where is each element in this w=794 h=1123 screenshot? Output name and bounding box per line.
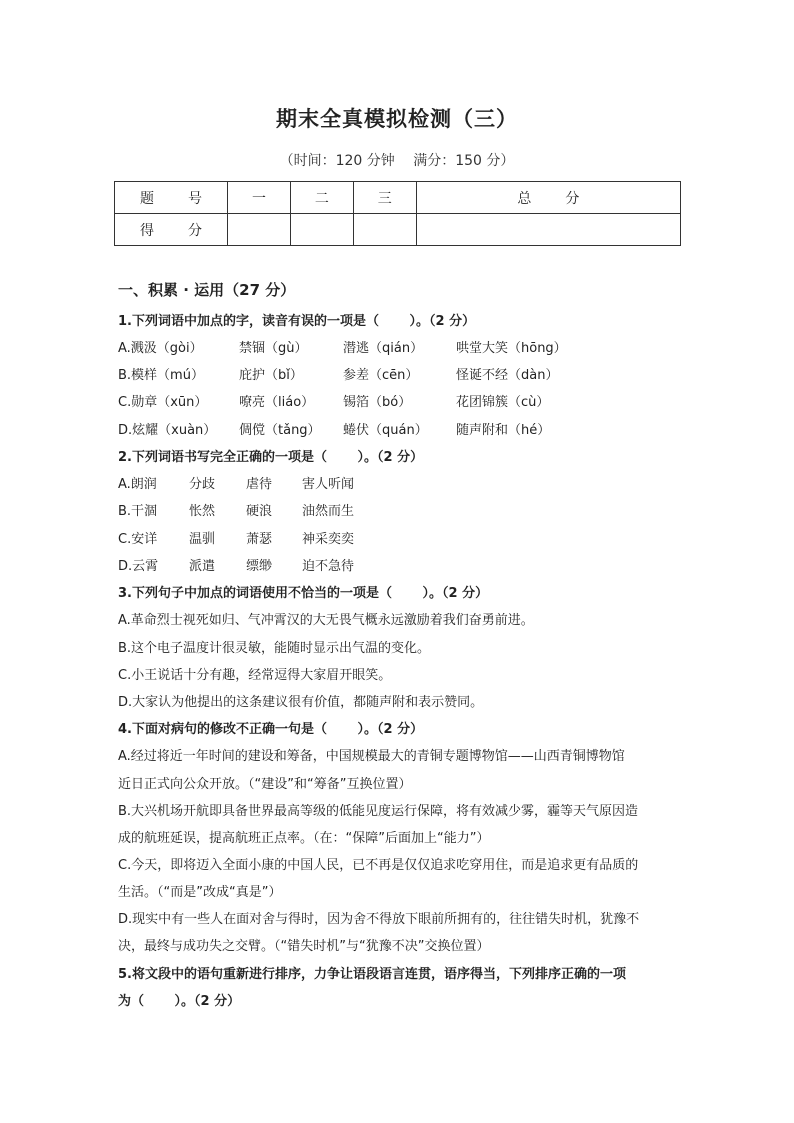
column-two: 二 [290, 182, 353, 214]
column-three: 三 [353, 182, 416, 214]
q2-option-d-4: 迫不急待 [302, 559, 355, 574]
q1-option-a-3: 潜逃（qián） [343, 341, 424, 356]
q4-line: 生活。（“而是”改成“真是”） [118, 885, 282, 900]
q3-option-d: D.大家认为他提出的这条建议很有价值，都随声附和表示赞同。 [118, 695, 484, 710]
score-table-header-row [115, 182, 681, 214]
q1-option-d-3: 蜷伏（quán） [343, 423, 428, 438]
q4-line: B.大兴机场开航即具备世界最高等级的低能见度运行保障，将有效减少雾，霾等天气原因造 [118, 804, 639, 819]
score-cell [353, 214, 416, 246]
q3-option-a: A.革命烈士视死如归、气冲霄汉的大无畏气概永远激励着我们奋勇前进。 [118, 613, 534, 628]
score-table [114, 181, 681, 246]
q1-option-a-1: A.溅汲（gòi） [118, 341, 203, 356]
page-title: 期末全真模拟检测（三） [276, 107, 518, 131]
question-4-stem: 4.下面对病句的修改不正确一句是（ ）。（2 分） [118, 722, 424, 737]
q1-option-b-4: 怪诞不经（dàn） [456, 368, 559, 383]
q3-option-b: B.这个电子温度计很灵敏，能随时显示出气温的变化。 [118, 641, 431, 656]
score-label: 得 分 [115, 214, 228, 246]
q1-option-d-1: D.炫耀（xuàn） [118, 423, 217, 438]
q4-line: 近日正式向公众开放。（“建设”和“筹备”互换位置） [118, 777, 412, 792]
q1-option-c-2: 嘹亮（liáo） [239, 395, 315, 410]
q1-option-d-2: 倜傥（tǎng） [239, 423, 321, 438]
question-1-stem: 1.下列词语中加点的字，读音有误的一项是（ ）。（2 分） [118, 314, 476, 329]
score-cell [290, 214, 353, 246]
q2-option-b-4: 油然而生 [302, 504, 355, 519]
question-2-stem: 2.下列词语书写完全正确的一项是（ ）。（2 分） [118, 450, 424, 465]
q1-option-c-3: 锡箔（bó） [343, 395, 412, 410]
q2-option-c-2: 温驯 [189, 532, 216, 547]
q4-line: C.今天，即将迈入全面小康的中国人民，已不再是仅仅追求吃穿用住，而是追求更有品质的 [118, 858, 639, 873]
question-5-stem-continued: 为（ ）。（2 分） [118, 994, 241, 1009]
column-one: 一 [228, 182, 291, 214]
q2-option-b-2: 怅然 [189, 504, 216, 519]
q4-line: 决，最终与成功失之交臂。（“错失时机”与“犹豫不决”交换位置） [118, 939, 490, 954]
q1-option-a-4: 哄堂大笑（hōng） [456, 341, 567, 356]
score-cell [228, 214, 291, 246]
q2-option-d-1: D.云霄 [118, 559, 159, 574]
q2-option-a-2: 分歧 [189, 477, 216, 492]
q2-option-b-3: 硬浪 [246, 504, 273, 519]
column-total: 总 分 [416, 182, 680, 214]
q2-option-a-1: A.朗润 [118, 477, 157, 492]
score-table-score-row [115, 214, 681, 246]
q1-option-d-4: 随声附和（hé） [456, 423, 551, 438]
question-5-stem: 5.将文段中的语句重新进行排序，力争让语段语言连贯，语序得当，下列排序正确的一项 [118, 967, 626, 982]
section-heading: 一、积累 · 运用（27 分） [118, 281, 296, 299]
q2-option-a-3: 虐待 [246, 477, 273, 492]
q3-option-c: C.小王说话十分有趣，经常逗得大家眉开眼笑。 [118, 668, 392, 683]
score-cell [416, 214, 680, 246]
q1-option-a-2: 禁锢（gù） [239, 341, 308, 356]
q2-option-c-1: C.安详 [118, 532, 158, 547]
q4-line: D.现实中有一些人在面对舍与得时，因为舍不得放下眼前所拥有的，往往错失时机，犹豫不 [118, 912, 640, 927]
q2-option-c-4: 神采奕奕 [302, 532, 355, 547]
q1-option-b-1: B.模样（mú） [118, 368, 204, 383]
q1-option-c-1: C.勋章（xūn） [118, 395, 208, 410]
q1-option-c-4: 花团锦簇（cù） [456, 395, 550, 410]
q2-option-c-3: 萧瑟 [246, 532, 273, 547]
exam-time-and-score: （时间：120 分钟 满分：150 分） [279, 153, 515, 169]
question-number-label: 题 号 [115, 182, 228, 214]
q4-line: A.经过将近一年时间的建设和筹备，中国规模最大的青铜专题博物馆——山西青铜博物馆 [118, 749, 625, 764]
q1-option-b-3: 参差（cēn） [343, 368, 419, 383]
q1-option-b-2: 庇护（bǐ） [239, 368, 303, 383]
q2-option-a-4: 害人听闻 [302, 477, 355, 492]
q2-option-d-3: 缥缈 [246, 559, 273, 574]
question-3-stem: 3.下列句子中加点的词语使用不恰当的一项是（ ）。（2 分） [118, 586, 489, 601]
q2-option-d-2: 派遣 [189, 559, 216, 574]
q2-option-b-1: B.干涸 [118, 504, 158, 519]
q4-line: 成的航班延误，提高航班正点率。（在：“保障”后面加上“能力”） [118, 831, 490, 846]
